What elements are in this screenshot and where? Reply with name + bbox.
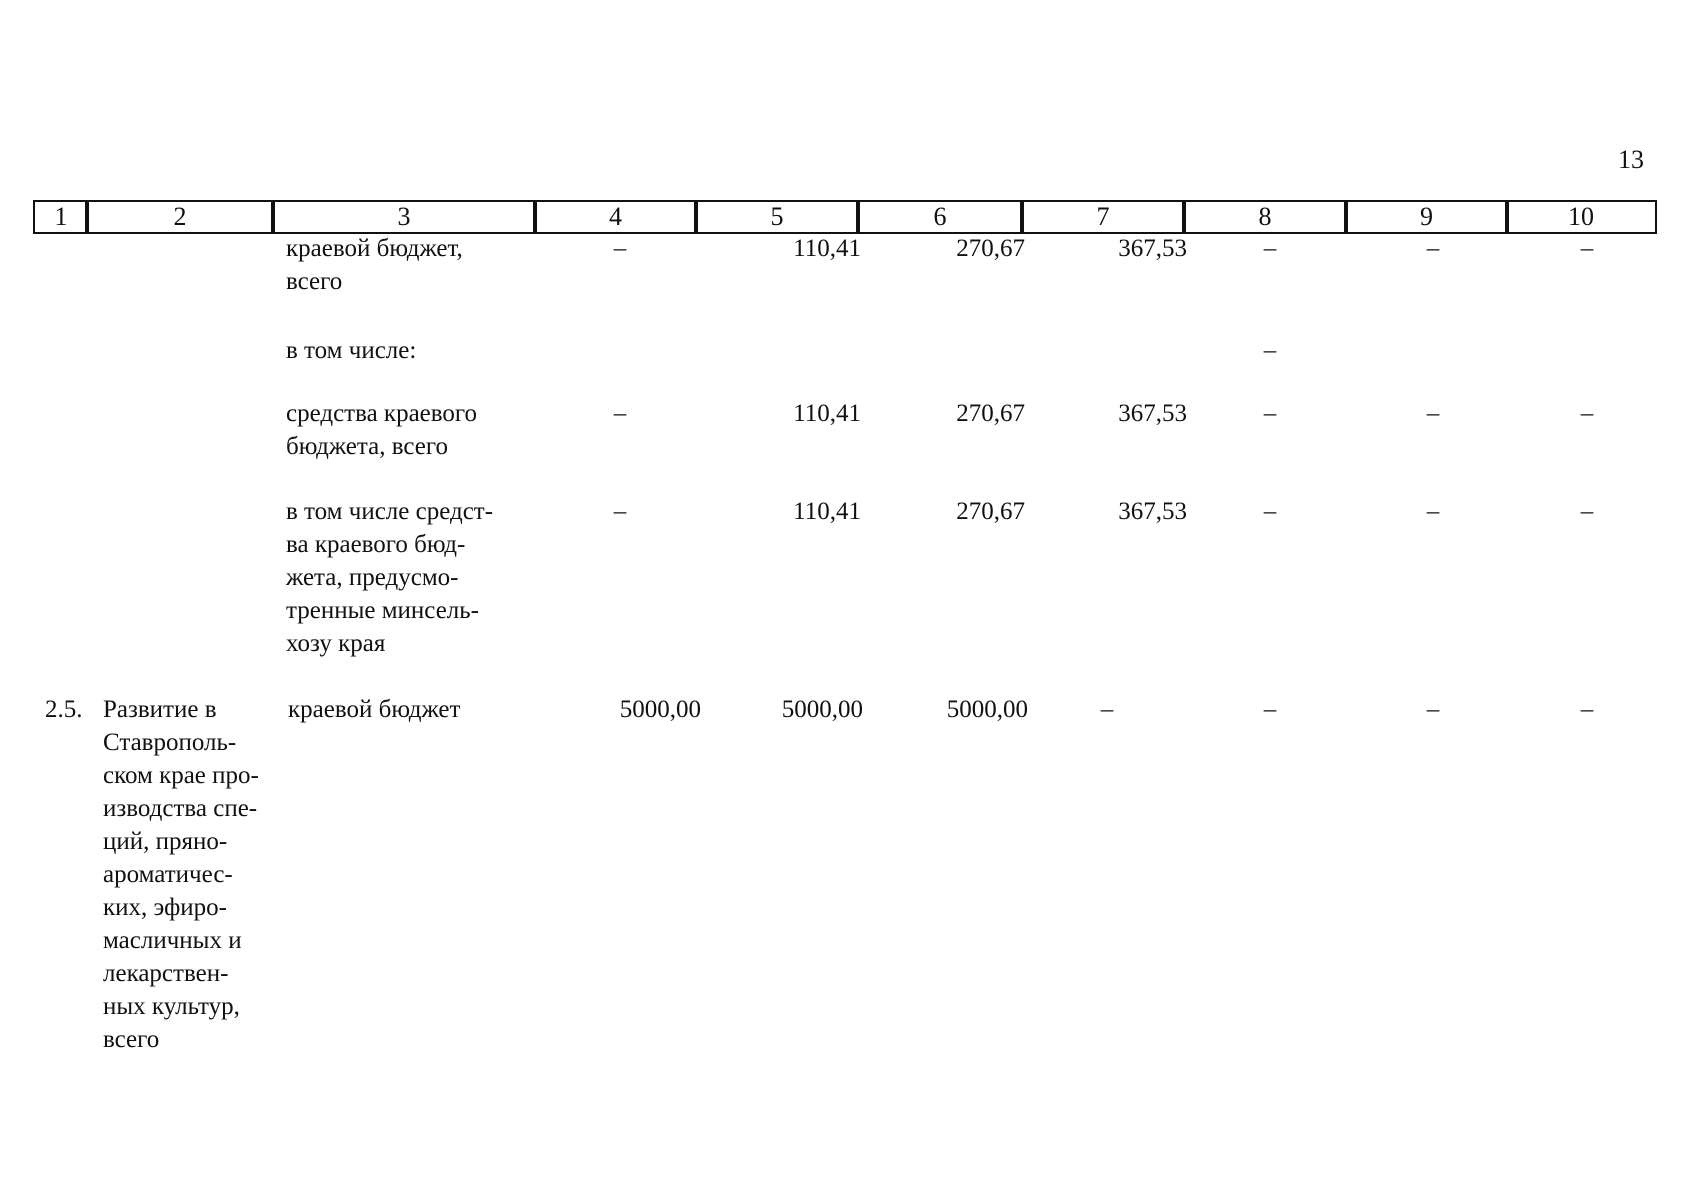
row4-col3: [286, 495, 540, 660]
text-line: Ставрополь-: [103, 729, 237, 756]
text-line: ском крае про-: [103, 762, 259, 789]
row3-col9: –: [1426, 400, 1440, 427]
row3-col10: –: [1580, 400, 1594, 427]
header-cell-4: 4: [533, 200, 698, 234]
text-line: средства краевого: [286, 400, 478, 427]
text-line: в том числе:: [286, 337, 417, 364]
row1-col7: 367,53: [1118, 235, 1187, 262]
row4-col5: 110,41: [793, 498, 861, 525]
header-cell-5: 5: [694, 200, 860, 234]
row1-col8: –: [1263, 235, 1277, 262]
row3-col5: 110,41: [793, 400, 861, 427]
row5-col10: –: [1580, 696, 1594, 723]
row3-col8: –: [1263, 400, 1277, 427]
row4-col4: –: [613, 498, 627, 525]
row3-col6: 270,67: [956, 400, 1025, 427]
text-line: масличных и: [103, 927, 242, 954]
row5-col1: 2.5.: [45, 696, 83, 723]
text-line: всего: [103, 1026, 160, 1053]
header-cell-7: 7: [1020, 200, 1186, 234]
text-line: ароматичес-: [103, 861, 233, 888]
text-line: ных культур,: [103, 993, 240, 1020]
text-line: в том числе средст-: [286, 498, 494, 525]
row4-col9: –: [1426, 498, 1440, 525]
table-header-row: [33, 200, 1661, 234]
row5-col7: –: [1100, 696, 1114, 723]
row5-col5: 5000,00: [781, 696, 863, 723]
row5-col6: 5000,00: [946, 696, 1028, 723]
row1-col5: 110,41: [793, 235, 861, 262]
row5-col2: [103, 693, 283, 1056]
text-line: всего: [286, 268, 343, 295]
row4-col8: –: [1263, 498, 1277, 525]
row2-col8: –: [1263, 337, 1277, 364]
row2-col3: [286, 334, 540, 367]
row5-col9: –: [1426, 696, 1440, 723]
row3-col3: [286, 397, 540, 463]
text-line: краевой бюджет: [288, 696, 461, 723]
text-line: жета, предусмо-: [286, 564, 459, 591]
row3-col7: 367,53: [1118, 400, 1187, 427]
text-line: тренные минсель-: [286, 597, 480, 624]
text-line: ва краевого бюд-: [286, 531, 466, 558]
row5-col4: 5000,00: [619, 696, 701, 723]
row1-col9: –: [1426, 235, 1440, 262]
row1-col6: 270,67: [956, 235, 1025, 262]
text-line: хозу края: [286, 630, 386, 657]
header-cell-6: 6: [856, 200, 1024, 234]
row5-col3: [288, 693, 542, 726]
row4-col7: 367,53: [1118, 498, 1187, 525]
header-cell-3: 3: [271, 200, 537, 234]
row1-col10: –: [1580, 235, 1594, 262]
text-line: изводства спе-: [103, 795, 258, 822]
text-line: ций, пряно-: [103, 828, 228, 855]
row4-col6: 270,67: [956, 498, 1025, 525]
header-cell-9: 9: [1344, 200, 1509, 234]
text-line: бюджета, всего: [286, 433, 448, 460]
header-cell-10: 10: [1505, 200, 1657, 234]
text-line: ких, эфиро-: [103, 894, 228, 921]
row5-col8: –: [1263, 696, 1277, 723]
text-line: краевой бюджет,: [286, 235, 463, 262]
header-cell-2: 2: [85, 200, 275, 234]
page-number: 13: [1618, 145, 1644, 174]
row4-col10: –: [1580, 498, 1594, 525]
text-line: лекарствен-: [103, 960, 229, 987]
header-cell-8: 8: [1182, 200, 1348, 234]
row1-col4: –: [613, 235, 627, 262]
row1-col3: [286, 232, 540, 298]
text-line: Развитие в: [103, 696, 217, 723]
header-cell-1: 1: [33, 200, 89, 234]
row3-col4: –: [613, 400, 627, 427]
